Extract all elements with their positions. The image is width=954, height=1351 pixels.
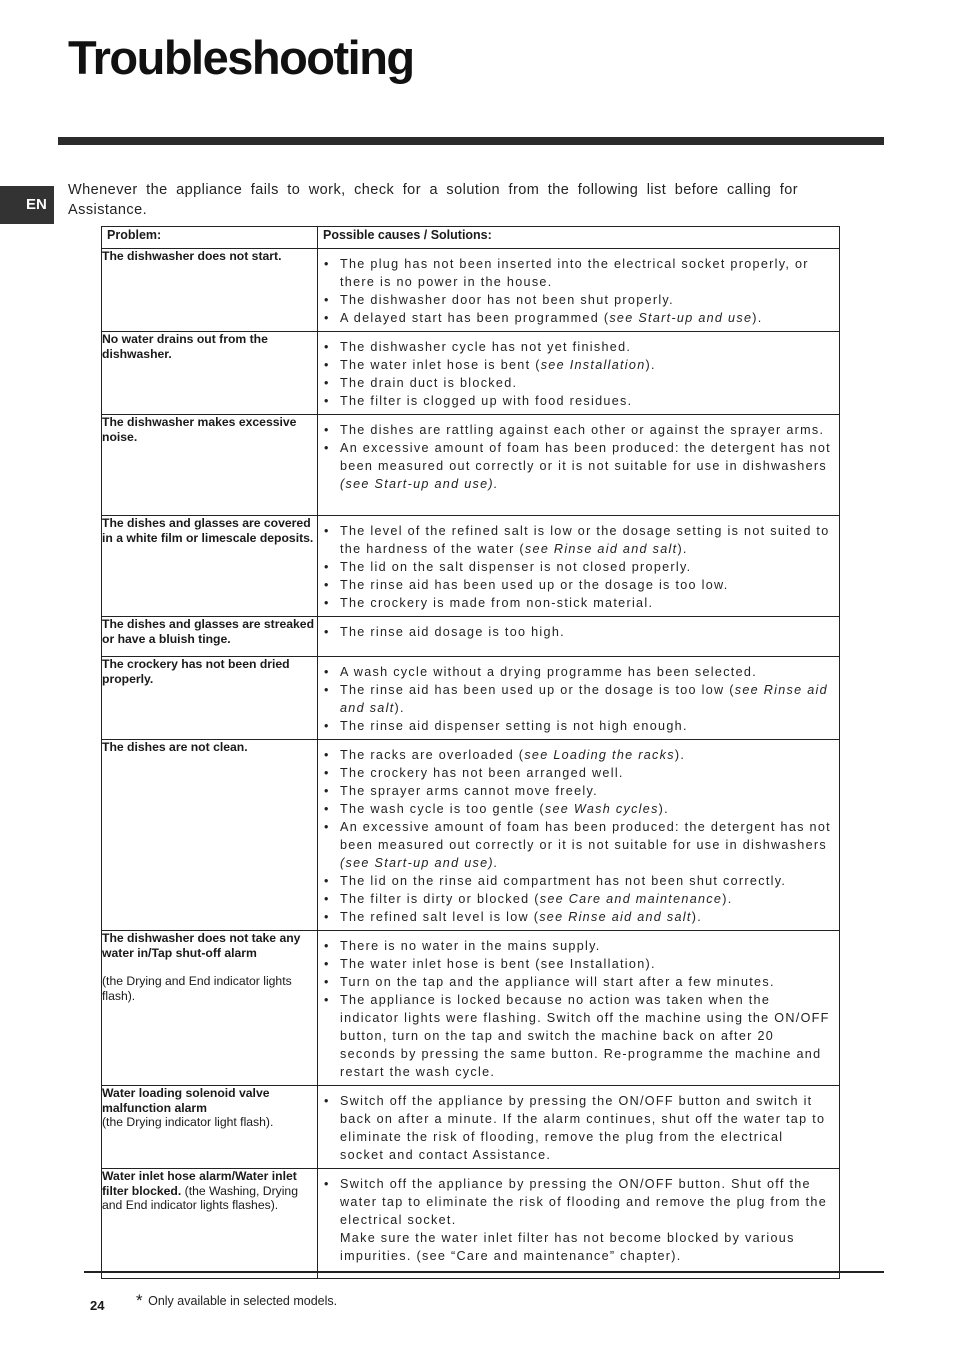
solutions-list	[318, 249, 839, 331]
problem-cell	[102, 249, 318, 332]
problem-note: (the Drying indicator light flash).	[102, 1115, 274, 1130]
solution-text: The rinse aid has been used up or the dosage is too low.	[340, 578, 729, 592]
solution-text: Switch off the appliance by pressing the ON/OFF button and switch it back on after a minute. If the alarm continues, shut off the water tap to eliminate the risk of flooding, remove the plug from the electrical socket and contact Assistance.	[340, 1094, 826, 1162]
table-row	[102, 249, 840, 332]
solutions-cell	[318, 415, 840, 516]
page-number: 24	[90, 1298, 105, 1313]
bullet-icon: •	[324, 993, 330, 1007]
solutions-list	[318, 516, 839, 616]
solution-text: (see Start-up and use).	[340, 477, 499, 491]
solution-item	[324, 356, 831, 374]
table-row	[102, 657, 840, 740]
solution-text: see Rinse aid and salt	[340, 683, 828, 715]
solution-text: ).	[677, 542, 688, 556]
solution-item	[324, 872, 831, 890]
solutions-list	[318, 1169, 839, 1269]
solution-item	[324, 908, 831, 926]
solution-text: The filter is clogged up with food residues.	[340, 394, 633, 408]
problem-text: The dishwasher does not start.	[102, 249, 282, 263]
bullet-icon: •	[324, 1177, 330, 1191]
bullet-icon: •	[324, 257, 330, 271]
solution-text: The appliance is locked because no action was taken when the indicator lights were flashing. Switch off the machine using the ON/OFF button, turn on the tap and switch the machine back on after 20 seconds by pressing the same button. Re-programme the machine and restart the wash cycle.	[340, 993, 830, 1079]
solutions-cell	[318, 740, 840, 931]
solutions-list	[318, 415, 839, 497]
page-title: Troubleshooting	[68, 31, 414, 84]
table-row	[102, 1086, 840, 1169]
bullet-icon: •	[324, 910, 330, 924]
solution-text: ).	[645, 358, 656, 372]
solution-text: The crockery is made from non-stick material.	[340, 596, 654, 610]
solution-item	[324, 522, 831, 558]
solution-text: The crockery has not been arranged well.	[340, 766, 624, 780]
solutions-cell	[318, 1169, 840, 1279]
solutions-cell	[318, 617, 840, 657]
table-row	[102, 1169, 840, 1279]
bullet-icon: •	[324, 376, 330, 390]
solution-text: The filter is dirty or blocked (	[340, 892, 540, 906]
solution-item	[324, 937, 831, 955]
header-solutions: Possible causes / Solutions:	[318, 227, 840, 249]
solution-text: ).	[658, 802, 669, 816]
problem-cell	[102, 1169, 318, 1279]
solutions-list	[318, 617, 839, 645]
solution-text: The dishwasher door has not been shut properly.	[340, 293, 674, 307]
solution-item	[324, 623, 831, 641]
solution-text: A delayed start has been programmed (	[340, 311, 610, 325]
solution-text: ).	[752, 311, 763, 325]
problem-text: Water loading solenoid valve malfunction alarm	[102, 1086, 270, 1115]
solution-item	[324, 746, 831, 764]
solution-item	[324, 782, 831, 800]
bullet-icon: •	[324, 560, 330, 574]
bullet-icon: •	[324, 975, 330, 989]
solution-item	[324, 374, 831, 392]
solutions-cell	[318, 332, 840, 415]
bullet-icon: •	[324, 748, 330, 762]
solution-item	[324, 558, 831, 576]
solutions-list	[318, 657, 839, 739]
solution-item	[324, 291, 831, 309]
solution-text: The rinse aid dispenser setting is not high enough.	[340, 719, 688, 733]
solution-item	[324, 681, 831, 717]
bullet-icon: •	[324, 820, 330, 834]
bullet-icon: •	[324, 1094, 330, 1108]
solution-text: Turn on the tap and the appliance will start after a few minutes.	[340, 975, 775, 989]
problem-text: The dishwasher does not take any water in/Tap shut-off alarm	[102, 931, 301, 960]
bullet-icon: •	[324, 957, 330, 971]
solution-text: The level of the refined salt is low or the dosage setting is not suited to the hardness of the water (	[340, 524, 830, 556]
language-tab: EN	[0, 186, 54, 224]
solutions-list	[318, 1086, 839, 1168]
table-row	[102, 617, 840, 657]
bullet-icon: •	[324, 939, 330, 953]
bullet-icon: •	[324, 441, 330, 455]
solution-continuation: Make sure the water inlet filter has not become blocked by various impurities. (see “Care and maintenance” chapter).	[340, 1231, 795, 1263]
bullet-icon: •	[324, 311, 330, 325]
solution-item	[324, 439, 831, 493]
solution-text: The wash cycle is too gentle (	[340, 802, 545, 816]
solution-text: The refined salt level is low (	[340, 910, 540, 924]
problem-text: The dishes and glasses are covered in a white film or limescale deposits.	[102, 516, 314, 545]
bullet-icon: •	[324, 665, 330, 679]
solution-text: The sprayer arms cannot move freely.	[340, 784, 598, 798]
solution-item	[324, 576, 831, 594]
bullet-icon: •	[324, 683, 330, 697]
problem-text: The crockery has not been dried properly.	[102, 657, 290, 686]
bullet-icon: •	[324, 892, 330, 906]
solution-text: A wash cycle without a drying programme has been selected.	[340, 665, 758, 679]
solution-text: The plug has not been inserted into the electrical socket properly, or there is no power in the house.	[340, 257, 809, 289]
table-header-row	[102, 227, 840, 249]
solution-text: see Rinse aid and salt	[524, 542, 678, 556]
intro-text: Whenever the appliance fails to work, check for a solution from the following list before calling for Assistance.	[68, 182, 798, 218]
bullet-icon: •	[324, 766, 330, 780]
problem-cell	[102, 931, 318, 1086]
solution-text: The water inlet hose is bent (see Installation).	[340, 957, 656, 971]
solution-text: The dishes are rattling against each other or against the sprayer arms.	[340, 423, 825, 437]
solution-text: (see Start-up and use).	[340, 856, 499, 870]
problem-cell	[102, 415, 318, 516]
solution-item	[324, 890, 831, 908]
solution-text: The drain duct is blocked.	[340, 376, 518, 390]
solution-text: Switch off the appliance by pressing the ON/OFF button. Shut off the water tap to eliminate the risk of flooding and remove the plug from the electrical socket.	[340, 1177, 828, 1227]
solution-text: see Rinse aid and salt	[539, 910, 692, 924]
problem-cell	[102, 332, 318, 415]
solution-text: see Loading the racks	[524, 748, 675, 762]
problem-text: The dishwasher makes excessive noise.	[102, 415, 297, 444]
solutions-list	[318, 931, 839, 1085]
solution-text: ).	[674, 748, 686, 762]
solution-text: An excessive amount of foam has been produced: the detergent has not been measured out correctly or it is not suitable for use in dishwashers	[340, 820, 831, 852]
solution-item	[324, 392, 831, 410]
solutions-list	[318, 740, 839, 930]
bullet-icon: •	[324, 625, 330, 639]
solutions-cell	[318, 249, 840, 332]
solution-text: The water inlet hose is bent (	[340, 358, 541, 372]
solutions-cell	[318, 657, 840, 740]
footnote	[136, 1290, 337, 1310]
problem-cell	[102, 617, 318, 657]
solutions-cell	[318, 1086, 840, 1169]
solution-text: ).	[691, 910, 702, 924]
problem-cell	[102, 740, 318, 931]
solution-text: The lid on the salt dispenser is not closed properly.	[340, 560, 692, 574]
problem-text: The dishes and glasses are streaked or have a bluish tinge.	[102, 617, 315, 646]
bullet-icon: •	[324, 874, 330, 888]
footer-rule	[84, 1271, 884, 1273]
solution-text: An excessive amount of foam has been produced: the detergent has not been measured out correctly or it is not suitable for use in dishwashers	[340, 441, 831, 473]
problem-note: (the Washing, Drying and End indicator lights flashes).	[102, 1183, 298, 1213]
solution-text: The rinse aid has been used up or the dosage is too low (	[340, 683, 735, 697]
solution-text: see Wash cycles	[544, 802, 659, 816]
bullet-icon: •	[324, 394, 330, 408]
solution-text: The lid on the rinse aid compartment has not been shut correctly.	[340, 874, 787, 888]
table-row	[102, 740, 840, 931]
solution-item	[324, 955, 831, 973]
problem-text: The dishes are not clean.	[102, 740, 248, 754]
title-rule	[58, 137, 884, 145]
solution-text: see Care and maintenance	[539, 892, 723, 906]
problem-text: No water drains out from the dishwasher.	[102, 332, 268, 361]
solution-text: There is no water in the mains supply.	[340, 939, 601, 953]
solution-text: see Installation	[540, 358, 646, 372]
bullet-icon: •	[324, 784, 330, 798]
solution-item	[324, 421, 831, 439]
solution-item	[324, 1092, 831, 1164]
solution-item	[324, 991, 831, 1081]
solution-item	[324, 800, 831, 818]
solution-item	[324, 1175, 831, 1229]
problem-note: (the Drying and End indicator lights flash).	[102, 974, 292, 1003]
problem-cell	[102, 516, 318, 617]
bullet-icon: •	[324, 293, 330, 307]
solution-item	[324, 338, 831, 356]
header-problem: Problem:	[102, 227, 318, 249]
bullet-icon: •	[324, 524, 330, 538]
problem-text: Water inlet hose alarm/Water inlet filter blocked.	[102, 1169, 297, 1198]
bullet-icon: •	[324, 423, 330, 437]
bullet-icon: •	[324, 578, 330, 592]
bullet-icon: •	[324, 596, 330, 610]
bullet-icon: •	[324, 340, 330, 354]
footnote-marker: *	[136, 1291, 143, 1310]
solution-item	[324, 594, 831, 612]
solutions-list	[318, 332, 839, 414]
solution-item	[324, 764, 831, 782]
solutions-cell	[318, 931, 840, 1086]
solution-text: ).	[722, 892, 733, 906]
troubleshooting-table	[101, 226, 840, 1279]
solution-item	[324, 255, 831, 291]
solution-text: ).	[394, 701, 405, 715]
problem-cell	[102, 1086, 318, 1169]
solution-text: The racks are overloaded (	[340, 748, 525, 762]
footnote-text: Only available in selected models.	[148, 1294, 338, 1308]
solution-text: see Start-up and use	[609, 311, 753, 325]
bullet-icon: •	[324, 719, 330, 733]
solution-item	[324, 717, 831, 735]
solution-text: The rinse aid dosage is too high.	[340, 625, 565, 639]
solutions-cell	[318, 516, 840, 617]
solution-item	[324, 818, 831, 872]
solution-item	[324, 663, 831, 681]
table-row	[102, 931, 840, 1086]
solution-text: The dishwasher cycle has not yet finished.	[340, 340, 632, 354]
bullet-icon: •	[324, 802, 330, 816]
solution-item	[324, 973, 831, 991]
solution-item	[324, 309, 831, 327]
bullet-icon: •	[324, 358, 330, 372]
table-row	[102, 332, 840, 415]
table-row	[102, 516, 840, 617]
problem-cell	[102, 657, 318, 740]
table-body	[102, 249, 840, 1279]
table-row	[102, 415, 840, 516]
